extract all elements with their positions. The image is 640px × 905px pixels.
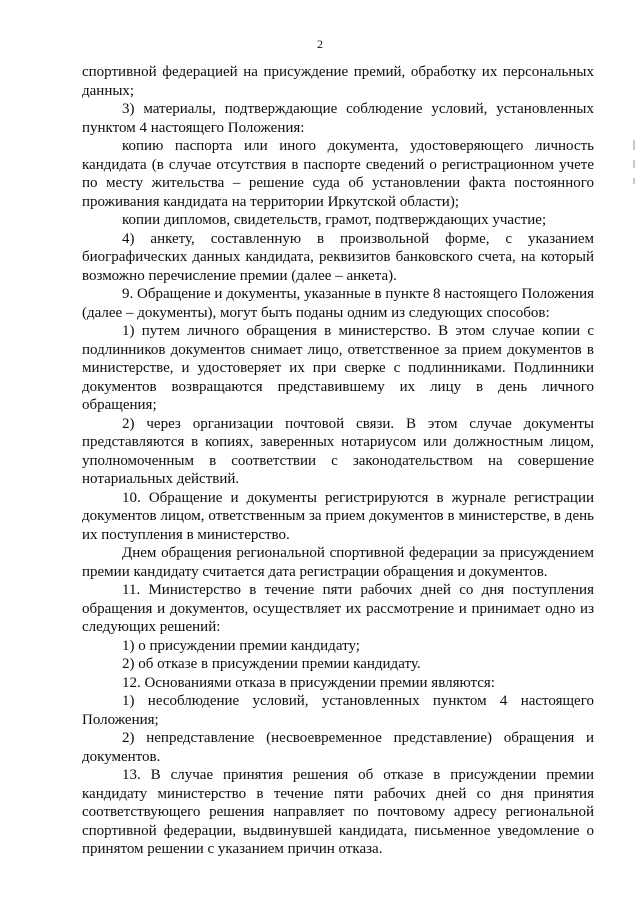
paragraph: копии дипломов, свидетельств, грамот, подтверждающих участие; <box>122 212 547 228</box>
paragraph: 9. Обращение и документы, указанные в пункте 8 настоящего Положения (далее – документы), могут быть поданы одним из следующих способов: <box>82 286 594 321</box>
scan-artifact <box>633 160 635 168</box>
document-body <box>82 63 594 859</box>
paragraph: 1) несоблюдение условий, установленных пунктом 4 настоящего Положения; <box>82 693 594 728</box>
paragraph: 2) через организации почтовой связи. В этом случае документы представляются в копиях, заверенных нотариусом или должностным лицом, уполномоченным в соответствии с законодательством на совершение нотариальных действий. <box>82 415 594 487</box>
paragraph: 13. В случае принятия решения об отказе в присуждении премии кандидату министерство в течение пяти рабочих дней со дня принятия соответствующего решения направляет по почтовому адресу региональной спортивной федерации, выдвинувшей кандидата, письменное уведомление о принятом решении с указанием причин отказа. <box>82 767 594 857</box>
paragraph: спортивной федерацией на присуждение премий, обработку их персональных данных; <box>82 64 594 99</box>
paragraph: 11. Министерство в течение пяти рабочих дней со дня поступления обращения и документов, осуществляет их рассмотрение и принимает одно из следующих решений: <box>82 582 594 635</box>
paragraph: 10. Обращение и документы регистрируются в журнале регистрации документов лицом, ответственным за прием документов в министерстве, в день их поступления в министерство. <box>82 489 594 543</box>
paragraph: 2) об отказе в присуждении премии кандидату. <box>122 656 421 672</box>
paragraph: копию паспорта или иного документа, удостоверяющего личность кандидата (в случае отсутствия в паспорте сведений о регистрационном учете по месту жительства – решение суда об установлении факта постоянного проживания кандидата на территории Иркутской области); <box>82 138 594 210</box>
paragraph: 1) путем личного обращения в министерство. В этом случае копии с подлинников документов снимает лицо, ответственное за прием документов в министерстве, и удостоверяет их при сверке с подлинниками. Подлинники документов возвращаются представившему их лицу в день личного обращения; <box>82 323 594 413</box>
paragraph: 12. Основаниями отказа в присуждении премии являются: <box>122 674 495 691</box>
paragraph: 1) о присуждении премии кандидату; <box>122 637 360 654</box>
scan-artifact <box>633 140 635 150</box>
paragraph: 3) материалы, подтверждающие соблюдение условий, установленных пунктом 4 настоящего Положения: <box>82 101 594 136</box>
paragraph: 2) непредставление (несвоевременное представление) обращения и документов. <box>82 730 594 765</box>
paragraph: 4) анкету, составленную в произвольной форме, с указанием биографических данных кандидата, реквизитов банковского счета, на который возможно перечисление премии (далее – анкета). <box>82 230 594 284</box>
page-number: 2 <box>317 37 323 51</box>
scan-artifact <box>633 178 635 184</box>
paragraph: Днем обращения региональной спортивной федерации за присуждением премии кандидату считается дата регистрации обращения и документов. <box>82 545 594 580</box>
